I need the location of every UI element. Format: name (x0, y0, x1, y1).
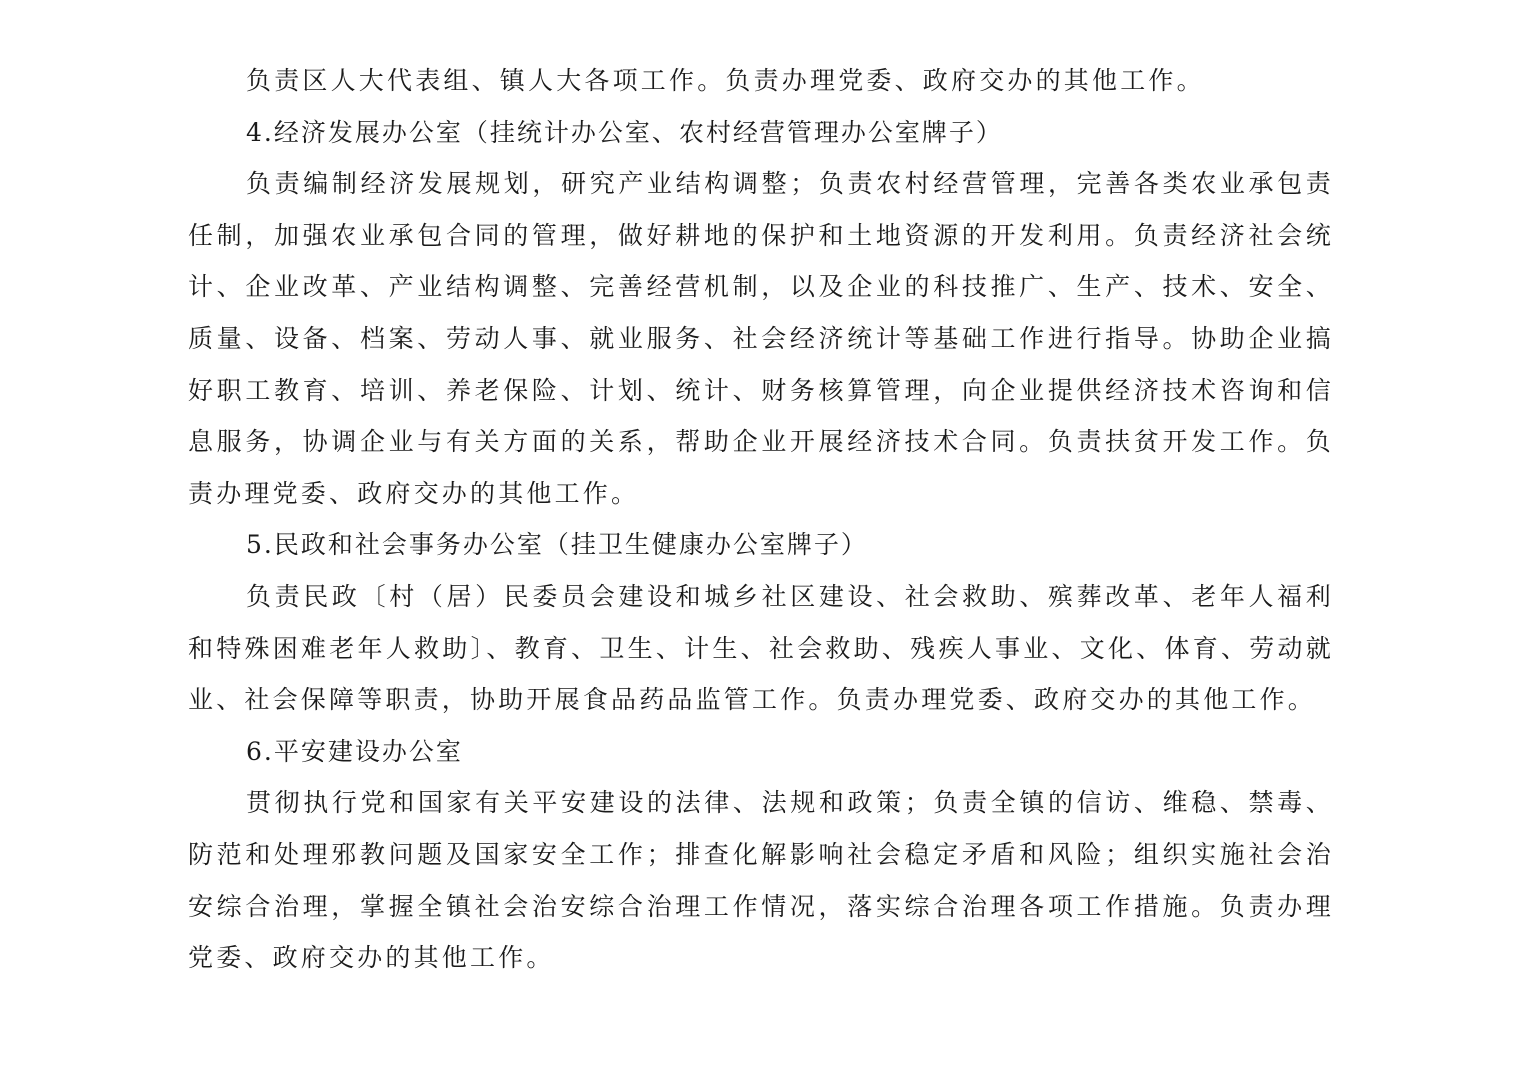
section-heading-civil-affairs-office: 5.民政和社会事务办公室（挂卫生健康办公室牌子） (246, 530, 868, 560)
document-page (188, 55, 1334, 984)
paragraph-economic-development-duties: 负责编制经济发展规划，研究产业结构调整；负责农村经营管理，完善各类农业承包责任制，加强农业承包合同的管理，做好耕地的保护和土地资源的开发利用。负责经济社会统计、企业改革、产业结构调整、完善经营机制，以及企业的科技推广、生产、技术、安全、质量、设备、档案、劳动人事、就业服务、社会经济统计等基础工作进行指导。协助企业搞好职工教育、培训、养老保险、计划、统计、财务核算管理，向企业提供经济技术咨询和信息服务，协调企业与有关方面的关系，帮助企业开展经济技术合同。负责扶贫开发工作。负责办理党委、政府交办的其他工作。 (188, 169, 1334, 508)
paragraph-public-safety-duties: 贯彻执行党和国家有关平安建设的法律、法规和政策；负责全镇的信访、维稳、禁毒、防范和处理邪教问题及国家安全工作；排查化解影响社会稳定矛盾和风险；组织实施社会治安综合治理，掌握全镇社会治安综合治理工作情况，落实综合治理各项工作措施。负责办理党委、政府交办的其他工作。 (188, 788, 1334, 973)
paragraph-people-congress: 负责区人大代表组、镇人大各项工作。负责办理党委、政府交办的其他工作。 (246, 66, 1205, 95)
section-heading-public-safety-office: 6.平安建设办公室 (246, 736, 463, 766)
paragraph-civil-affairs-duties: 负责民政〔村（居）民委员会建设和城乡社区建设、社会救助、殡葬改革、老年人福利和特殊困难老年人救助〕、教育、卫生、计生、社会救助、残疾人事业、文化、体育、劳动就业、社会保障等职责，协助开展食品药品监管工作。负责办理党委、政府交办的其他工作。 (188, 581, 1334, 715)
section-heading-economic-development-office: 4.经济发展办公室（挂统计办公室、农村经营管理办公室牌子） (246, 117, 1003, 147)
